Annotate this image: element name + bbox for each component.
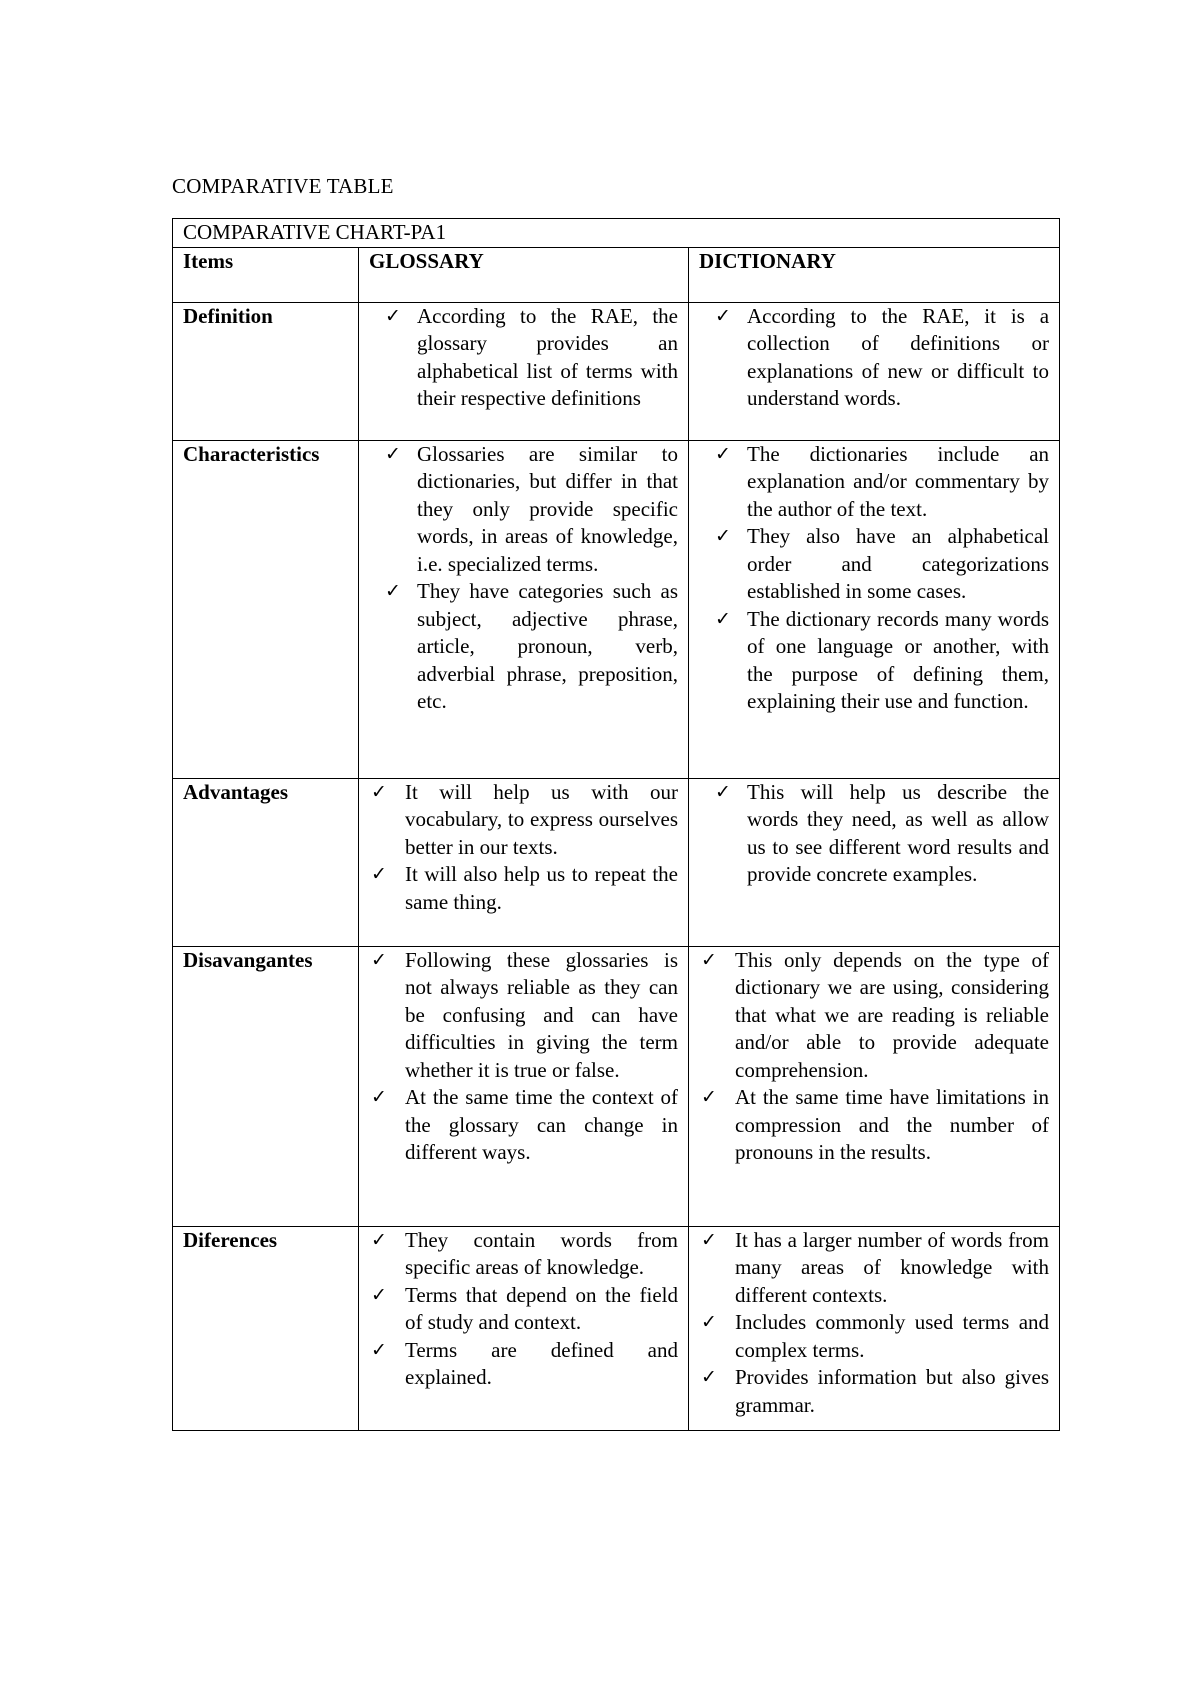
list-item-text: The dictionaries include an explanation and/or commentary by the author of the text.	[747, 441, 1050, 521]
list-item	[689, 1227, 1049, 1310]
list-item-text: It has a larger number of words from many areas of knowledge with different contexts.	[735, 1227, 1050, 1307]
check-icon: ✓	[371, 1228, 387, 1251]
table-row	[173, 946, 1060, 1226]
header-items: Items	[173, 247, 359, 302]
glossary-cell	[359, 302, 689, 440]
check-icon: ✓	[385, 442, 401, 465]
dictionary-cell	[689, 302, 1060, 440]
list-item-text: Terms that depend on the field of study and context.	[405, 1282, 678, 1334]
check-icon: ✓	[701, 1366, 717, 1388]
list-item-text: Terms are defined and explained.	[405, 1337, 678, 1389]
header-dictionary: DICTIONARY	[689, 247, 1060, 302]
check-list	[359, 441, 678, 716]
check-list	[689, 947, 1049, 1167]
check-icon: ✓	[715, 607, 731, 630]
row-label: Characteristics	[173, 440, 359, 778]
row-label: Disavangantes	[173, 946, 359, 1226]
row-label: Definition	[173, 302, 359, 440]
list-item-text: It will help us with our vocabulary, to express ourselves better in our texts.	[405, 779, 678, 859]
list-item-text: This only depends on the type of dictionary we are using, considering that what we are reading is reliable and/or able to provide adequate comprehension.	[735, 947, 1050, 1082]
check-list	[359, 947, 678, 1167]
check-icon: ✓	[371, 948, 387, 971]
list-item-text: According to the RAE, the glossary provides an alphabetical list of terms with their respective definitions	[417, 303, 678, 410]
list-item	[689, 523, 1049, 606]
list-item-text: They have categories such as subject, adjective phrase, article, pronoun, verb, adverbial phrase, preposition, etc.	[417, 579, 678, 713]
page-title: COMPARATIVE TABLE	[172, 174, 394, 198]
list-item	[689, 779, 1049, 889]
check-icon: ✓	[701, 1086, 717, 1108]
check-list	[359, 779, 678, 917]
check-icon: ✓	[371, 1338, 387, 1361]
list-item	[359, 861, 678, 916]
check-icon: ✓	[715, 780, 731, 803]
check-icon: ✓	[385, 304, 401, 327]
dictionary-cell	[689, 778, 1060, 946]
list-item	[359, 779, 678, 862]
check-list	[689, 441, 1049, 716]
list-item-text: This will help us describe the words they need, as well as allow us to see different word results and provide concrete examples.	[747, 779, 1050, 886]
check-icon: ✓	[385, 580, 401, 602]
header-glossary: GLOSSARY	[359, 247, 689, 302]
check-list	[689, 1227, 1049, 1420]
dictionary-cell	[689, 946, 1060, 1226]
dictionary-cell	[689, 1226, 1060, 1430]
list-item	[689, 1364, 1049, 1419]
table-row	[173, 440, 1060, 778]
check-icon: ✓	[701, 1311, 717, 1333]
check-icon: ✓	[371, 1283, 387, 1306]
list-item	[359, 578, 678, 716]
list-item-text: At the same time have limitations in compression and the number of pronouns in the results.	[735, 1085, 1050, 1164]
list-item	[689, 606, 1049, 716]
glossary-cell	[359, 440, 689, 778]
list-item-text: They contain words from specific areas of knowledge.	[405, 1227, 678, 1279]
check-list	[359, 1227, 678, 1392]
dictionary-cell	[689, 440, 1060, 778]
list-item-text: According to the RAE, it is a collection of definitions or explanations of new or difficult to understand words.	[747, 303, 1050, 410]
check-icon: ✓	[701, 1228, 717, 1251]
table-row	[173, 778, 1060, 946]
list-item	[689, 947, 1049, 1085]
glossary-cell	[359, 778, 689, 946]
list-item	[689, 1084, 1049, 1167]
list-item	[359, 1227, 678, 1282]
table-caption: COMPARATIVE CHART-PA1	[173, 219, 1060, 248]
check-icon: ✓	[701, 948, 717, 971]
list-item	[359, 1084, 678, 1167]
header-row	[173, 247, 1060, 302]
glossary-cell	[359, 946, 689, 1226]
check-list	[689, 303, 1049, 413]
check-icon: ✓	[371, 780, 387, 803]
list-item	[359, 1337, 678, 1392]
list-item-text: It will also help us to repeat the same thing.	[405, 862, 678, 914]
list-item-text: Provides information but also gives grammar.	[735, 1365, 1050, 1417]
list-item	[689, 303, 1049, 413]
list-item	[359, 1282, 678, 1337]
list-item-text: They also have an alphabetical order and categorizations established in some cases.	[747, 524, 1050, 603]
check-icon: ✓	[371, 863, 387, 885]
check-icon: ✓	[371, 1086, 387, 1108]
comparative-chart-table	[172, 218, 1060, 1431]
table-row	[173, 1226, 1060, 1430]
check-icon: ✓	[715, 304, 731, 327]
list-item	[359, 947, 678, 1085]
check-list	[689, 779, 1049, 889]
caption-row	[173, 219, 1060, 248]
row-label: Diferences	[173, 1226, 359, 1430]
list-item	[359, 303, 678, 413]
check-list	[359, 303, 678, 413]
list-item-text: At the same time the context of the glossary can change in different ways.	[405, 1085, 678, 1164]
list-item	[359, 441, 678, 579]
check-icon: ✓	[715, 442, 731, 465]
list-item-text: The dictionary records many words of one language or another, with the purpose of defining them, explaining their use and function.	[747, 606, 1050, 713]
glossary-cell	[359, 1226, 689, 1430]
list-item-text: Includes commonly used terms and complex terms.	[735, 1310, 1050, 1362]
check-icon: ✓	[715, 525, 731, 547]
list-item	[689, 1309, 1049, 1364]
row-label: Advantages	[173, 778, 359, 946]
table-row	[173, 302, 1060, 440]
list-item-text: Following these glossaries is not always reliable as they can be confusing and can have difficulties in giving the term whether it is true or false.	[405, 947, 678, 1082]
list-item-text: Glossaries are similar to dictionaries, but differ in that they only provide specific words, in areas of knowledge, i.e. specialized terms.	[417, 441, 678, 576]
list-item	[689, 441, 1049, 524]
